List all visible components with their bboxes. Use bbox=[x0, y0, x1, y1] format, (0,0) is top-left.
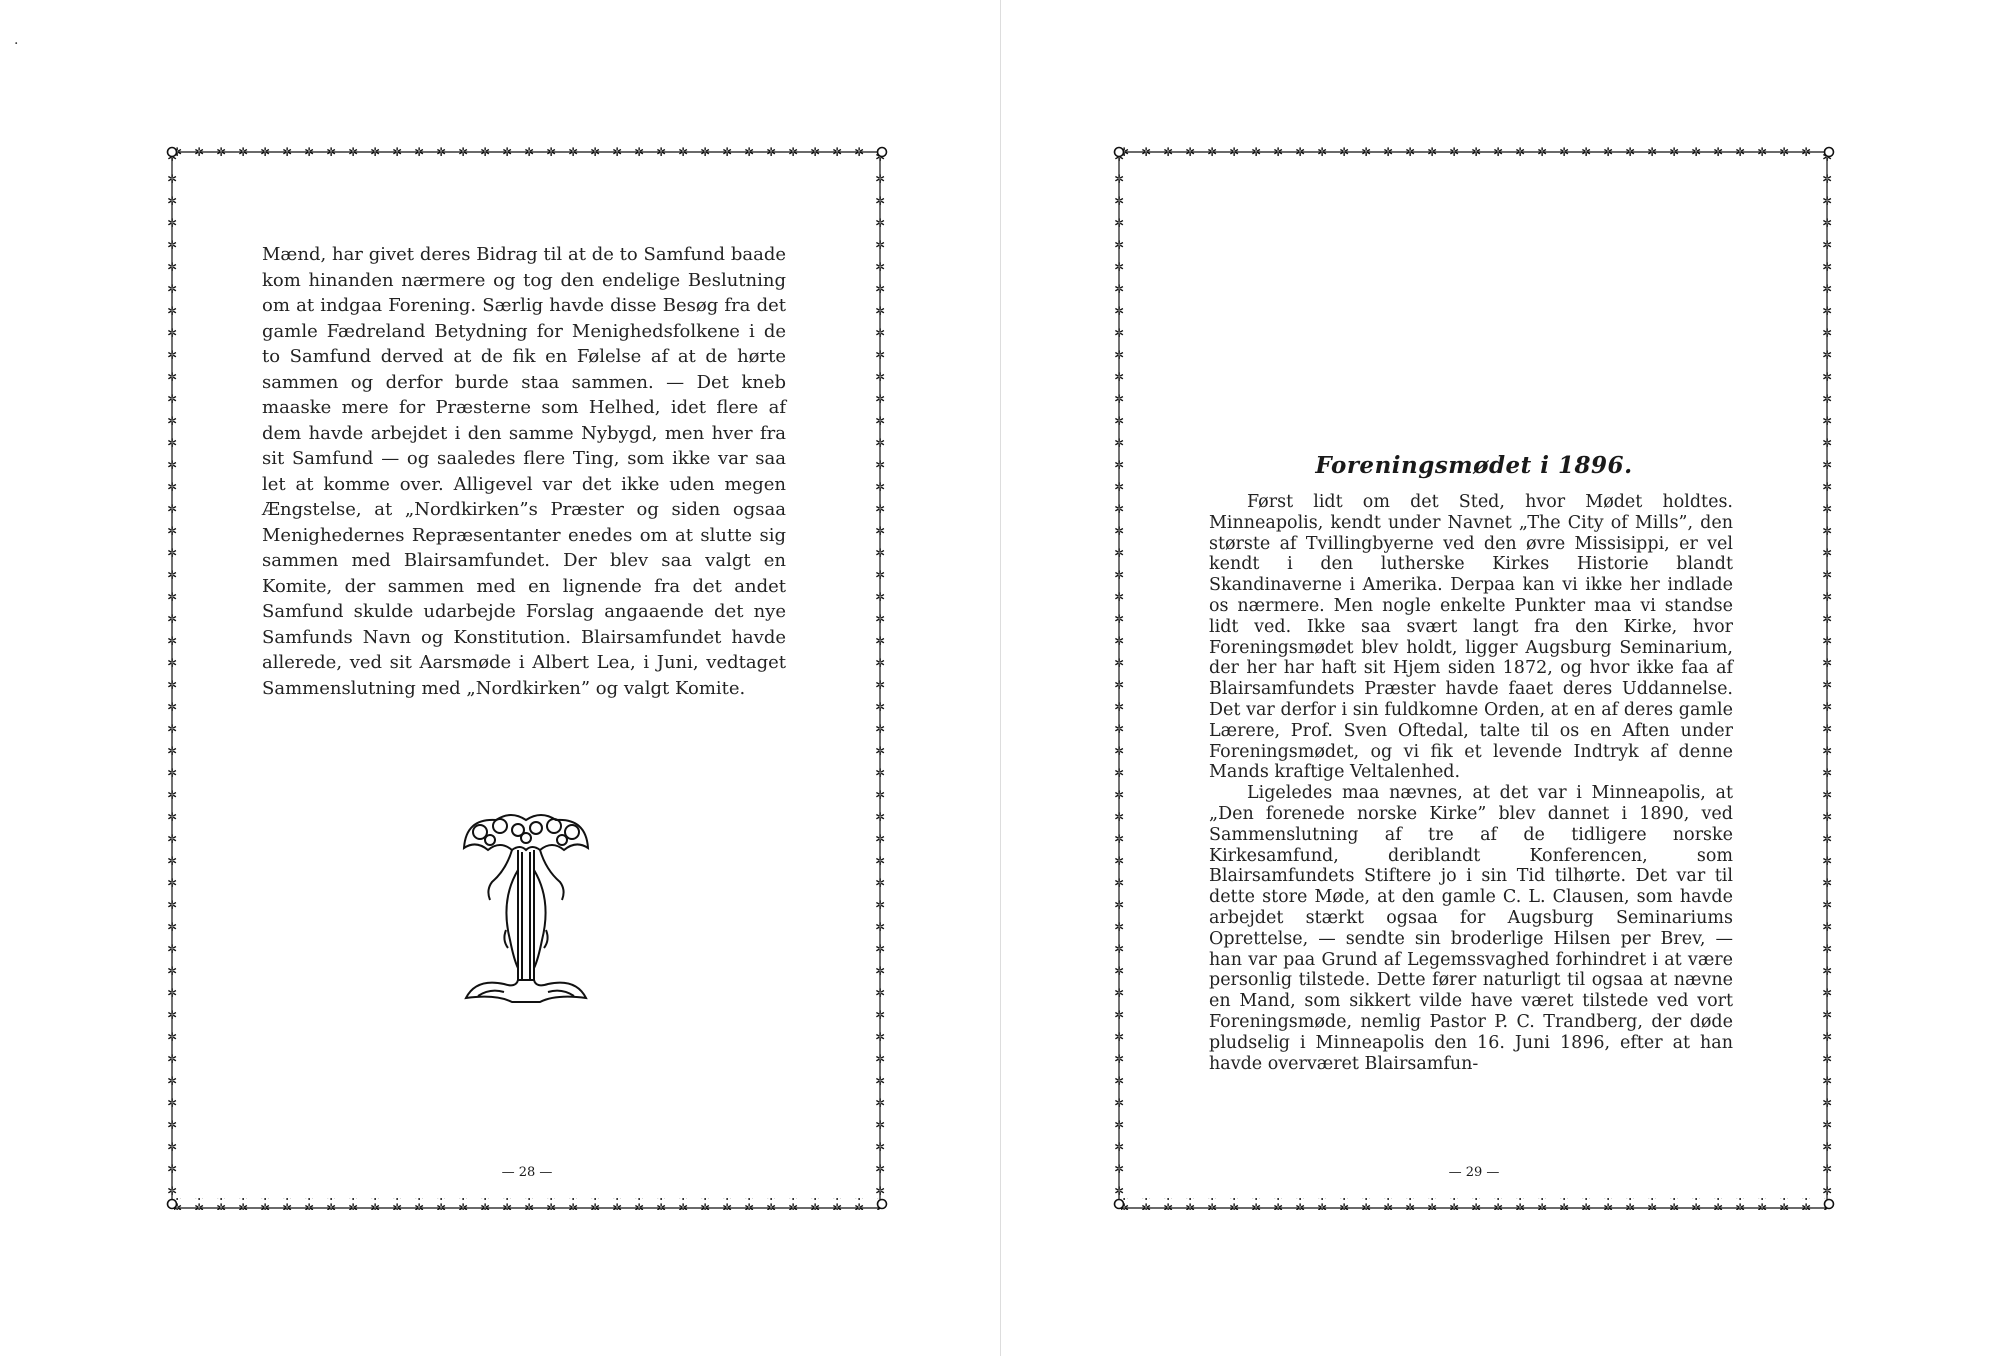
body-text bbox=[1209, 492, 1733, 1074]
paragraph: Mænd, har givet deres Bidrag til at de to Samfund baade kom hinanden nærmere og tog den endelige Beslutning om at indgaa Forening. Særlig havde disse Besøg fra det gamle Fædreland Betydning for Menighedsfolkene i de to Samfund derved at de fik en Følelse af at de hørte sammen og derfor burde staa sammen. — Det kneb maaske mere for Præsterne som Helhed, idet flere af dem havde arbejdet i den samme Nybygd, men hver fra sit Samfund — og saaledes flere Ting, som ikke var saa let at komme over. Alligevel var det ikke uden megen Ængstelse, at „Nordkirken”s Præster og siden ogsaa Menighedernes Repræsentanter enedes om at slutte sig sammen med Blairsamfundet. Der blev saa valgt en Komite, der sammen med en lignende fra det andet Samfund skulde udarbejde Forslag angaaende det nye Samfunds Navn og Konstitution. Blairsamfundet havde allerede, ved sit Aarsmøde i Albert Lea, i Juni, vedtaget Sammenslutning med „Nordkirken” og valgt Komite. bbox=[262, 244, 786, 699]
section-heading: Foreningsmødet i 1896. bbox=[1315, 452, 1633, 479]
scan-speck: · bbox=[14, 36, 19, 52]
right-page bbox=[1113, 146, 1835, 1210]
page-number: — 28 — bbox=[501, 1165, 553, 1180]
body-text bbox=[262, 242, 786, 701]
left-page bbox=[166, 146, 888, 1210]
art-nouveau-tree-ornament-icon bbox=[456, 810, 596, 1010]
book-gutter bbox=[1000, 0, 1001, 1356]
paragraph: Ligeledes maa nævnes, at det var i Minneapolis, at „Den forenede norske Kirke” blev dannet i 1890, ved Sammenslutning af tre af de tidligere norske Kirkesamfund, deriblandt Konferencen, som Blairsamfundets Stiftere jo i sin Tid tilhørte. Det var til dette store Møde, at den gamle C. L. Clausen, som havde arbejdet stærkt ogsaa for Augsburg Seminariums Oprettelse, — sendte sin broderlige Hilsen per Brev, — han var paa Grund af Legemssvaghed forhindret i at være personlig tilstede. Dette fører naturligt til ogsaa at nævne en Mand, som sikkert vilde have været tilstede ved vort Foreningsmøde, nemlig Pastor P. C. Trandberg, der døde pludselig i Minneapolis den 16. Juni 1896, efter at han havde overværet Blairsamfun- bbox=[1209, 783, 1733, 1074]
page-number: — 29 — bbox=[1448, 1165, 1500, 1180]
paragraph: Først lidt om det Sted, hvor Mødet holdtes. Minneapolis, kendt under Navnet „The City of Mills”, den største af Tvillingbyerne ved den øvre Missisippi, er vel kendt i den lutherske Kirkes Historie blandt Skandinaverne i Amerika. Derpaa kan vi ikke her indlade os nærmere. Men nogle enkelte Punkter maa vi standse lidt ved. Ikke saa svært langt fra den Kirke, hvor Foreningsmødet blev holdt, ligger Augsburg Seminarium, der her har haft sit Hjem siden 1872, og hvor ikke faa af Blairsamfundets Præster havde faaet deres Uddannelse. Det var derfor i sin fuldkomne Orden, at en af deres gamle Lærere, Prof. Sven Oftedal, talte til os en Aften under Foreningsmødet, og vi fik et levende Indtryk af denne Mands kraftige Veltalenhed. bbox=[1209, 492, 1733, 783]
